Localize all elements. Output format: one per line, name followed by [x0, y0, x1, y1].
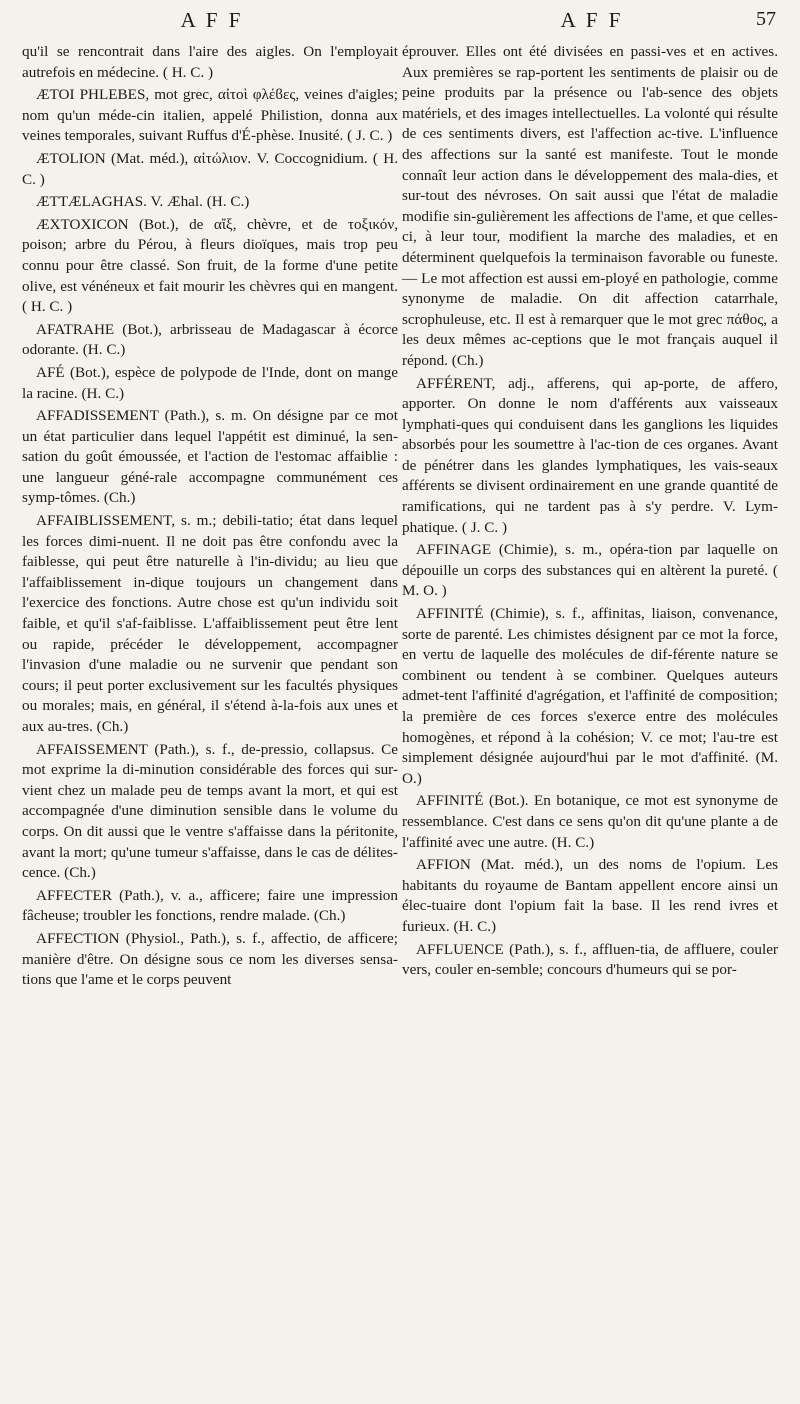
entry-affinite-chimie: AFFINITÉ (Chimie), s. f., affinitas, liaison, convenance, sorte de parenté. Les chimistes désignent par ce mot la force, en vertu de laquelle des molécules de dif-férente nature se combinent ou tendent à se combiner. Quelques auteurs admet-tent l'affinité d'agrégation, et l'affinité de composition; la première de ces forces s'exerce entre des molécules homogènes, et répond à la cohésion; V. ce mot; l'au-tre est simplement désignée aujourd'hui par le mot d'affinité. (M. O.)	[402, 605, 778, 787]
entry-continuation: qu'il se rencontrait dans l'aire des aigles. On l'employait autrefois en médecine. ( H. C. )	[22, 43, 398, 81]
right-column	[402, 42, 778, 983]
entry-afferent: AFFÉRENT, adj., afferens, qui ap-porte, de affero, apporter. On donne le nom d'afférents aux vaisseaux lymphati-ques qui conduisent dans les ganglions les liquides absorbés pour les soumettre à l'ac-tion de ces organes. Avant de pénétrer dans les glandes lymphatiques, les vais-seaux afférents se divisent ordinairement en une grande quantité de ramifications, qui ne tardent pas à s'y perdre. V. Lym-phatique. ( J. C. )	[402, 374, 778, 536]
entry-affluence: AFFLUENCE (Path.), s. f., affluen-tia, de affluere, couler vers, couler en-semble; concours d'humeurs qui se por-	[402, 940, 778, 979]
entry-affecter: AFFECTER (Path.), v. a., afficere; faire une impression fâcheuse; troubler les fonctions, rendre malade. (Ch.)	[22, 886, 398, 925]
running-header	[0, 8, 800, 36]
entry-affaissement: AFFAISSEMENT (Path.), s. f., de-pressio, collapsus. Ce mot exprime la di-minution considérable des forces qui sur-vient chez un malade peu de temps avant la mort, et qui est accompagnée d'une diminution sensible dans le volume du corps. On dit aussi que le ventre s'affaisse dans la péritonite, avant la mort; qu'une tumeur s'affaisse, dans le cas de délites-cence. (Ch.)	[22, 740, 398, 882]
entry-affection: AFFECTION (Physiol., Path.), s. f., affectio, de afficere; manière d'être. On désigne sous ce nom les diverses sensa-tions que l'ame et le corps peuvent	[22, 929, 398, 989]
column-gutter	[399, 40, 400, 1390]
entry-affadissement: AFFADISSEMENT (Path.), s. m. On désigne par ce mot un état particulier dans lequel l'appétit est diminué, la sen-sation du goût émoussée, et l'action de l'estomac affaiblie : une langueur géné-rale accompagne communément ces symp-tômes. (Ch.)	[22, 407, 398, 507]
entry-afatrahe: AFATRAHE (Bot.), arbrisseau de Madagascar à écorce odorante. (H. C.)	[22, 320, 398, 359]
entry-affaiblissement: AFFAIBLISSEMENT, s. m.; debili-tatio; état dans lequel les forces dimi-nuent. Il ne doit pas être confondu avec la faiblesse, qui peut être naturelle à l'in-dividu; au lieu que l'affaiblissement in-dique toujours un changement dans l'exercice des fonctions. Autre chose est qu'un individu soit faible, et qu'il s'af-faiblisse. L'affaiblissement peut être lent ou rapide, précéder le développement, accompagner l'invasion d'une maladie ou ne survenir que pendant son cours; il peut porter exclusivement sur les facultés physiques ou morales; mais, en général, il s'étend à-la-fois aux unes et aux au-tres. (Ch.)	[22, 512, 398, 735]
entry-aettaelaghas: ÆTTÆLAGHAS. V. Æhal. (H. C.)	[36, 193, 250, 211]
entry-affection-continued: éprouver. Elles ont été divisées en passi-ves et en actives. Aux premières se rap-portent les sentiments de plaisir ou de peine produits par la présence ou l'ab-sence des objets matériels, et des images intellectuelles. La volonté qui résulte de ces sentiments divers, est l'affection ac-tive. L'influence des affections sur la santé est manifeste. Tout le monde connaît leur action dans le développement des mala-dies, et sur-tout des névroses. On sait aussi que l'état de maladie modifie sin-gulièrement les affections de l'ame, et que celles-ci, à leur tour, modifient la marche des maladies, et en déterminent quelquefois la terminaison favorable ou funeste. — Le mot affection est aussi em-ployé en pathologie, comme synonyme de maladie. On dit affection catarrhale, scrophuleuse, etc. Il est à remarquer que le mot grec πάθος, a les deux mêmes ac-ceptions que le mot français auquel il répond. (Ch.)	[402, 43, 778, 369]
entry-afe: AFÉ (Bot.), espèce de polypode de l'Inde, dont on mange la racine. (H. C.)	[22, 363, 398, 402]
running-head-right: A F F	[560, 8, 624, 32]
entry-aextoxicon: ÆXTOXICON (Bot.), de αἴξ, chèvre, et de τοξικόν, poison; arbre du Pérou, à fleurs dioïques, mais trop peu connu pour être classé. Son fruit, de la forme d'une petite olive, est vénéneux et fait mourir les chèvres qui en mangent. ( H. C. )	[22, 215, 398, 316]
page-number: 57	[756, 8, 776, 30]
left-column	[22, 42, 398, 993]
entry-aetolion: ÆTOLION (Mat. méd.), αἰτώλιον. V. Coccognidium. ( H. C. )	[22, 149, 398, 188]
entry-affinite-bot: AFFINITÉ (Bot.). En botanique, ce mot est synonyme de ressemblance. C'est dans ce sens qu'on dit qu'une plante a de l'affinité avec une autre. (H. C.)	[402, 792, 778, 851]
entry-affinage: AFFINAGE (Chimie), s. m., opéra-tion par laquelle on dépouille un corps des substances qui en altèrent la pureté. ( M. O. )	[402, 541, 778, 600]
entry-aetoi-phlebes: ÆTOI PHLEBES, mot grec, αἰτοὶ φλέϐες, veines d'aigles; nom qu'un méde-cin italien, appelé Philistion, donna aux veines temporales, suivant Ruffus d'É-phèse. Inusité. ( J. C. )	[22, 86, 398, 145]
entry-affion: AFFION (Mat. méd.), un des noms de l'opium. Les habitants du royaume de Bantam appellent encore ainsi un élec-tuaire dont l'opium fait la base. Il les rend ivres et furieux. (H. C.)	[402, 856, 778, 935]
running-head-left: A F F	[180, 8, 244, 32]
